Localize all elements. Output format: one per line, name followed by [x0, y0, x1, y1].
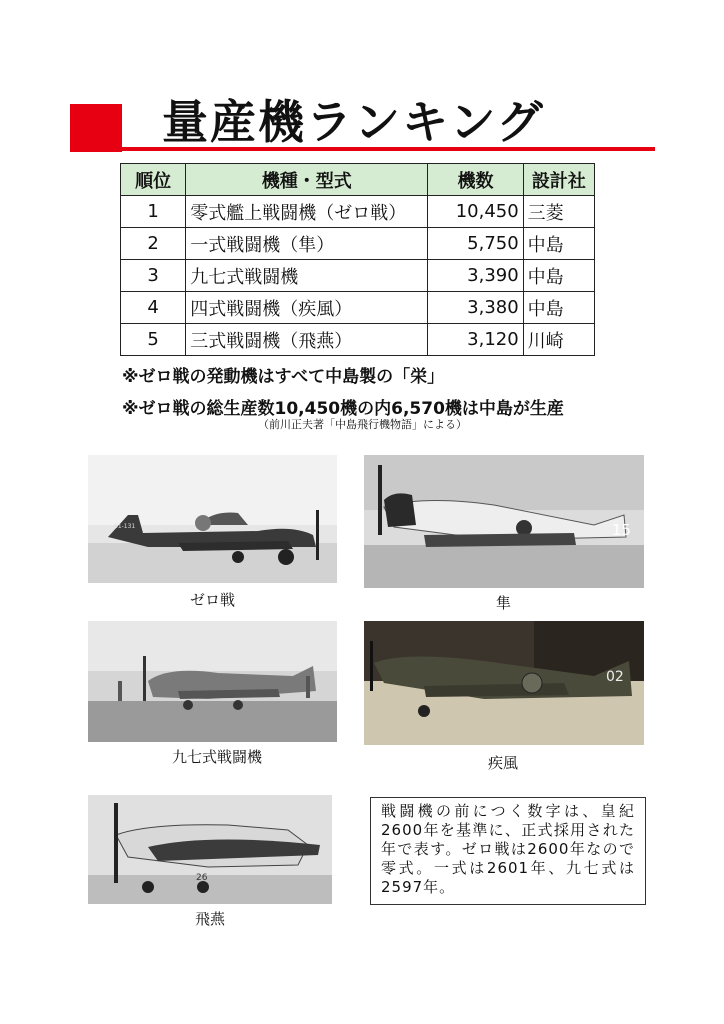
cell-count: 10,450	[428, 196, 523, 228]
explanation-box: 戦闘機の前につく数字は、皇紀2600年を基準に、正式採用された年で表す。ゼロ戦は2600年なので零式。一式は2601年、九七式は2597年。	[370, 797, 646, 905]
hayate-tail-marking: 02	[606, 669, 624, 685]
cell-rank: 2	[121, 228, 186, 260]
header-rank: 順位	[121, 164, 186, 196]
cell-maker: 三菱	[523, 196, 594, 228]
photo-hayabusa	[364, 455, 644, 588]
caption-type97: 九七式戦闘機	[172, 748, 263, 766]
cell-maker: 川崎	[523, 324, 594, 356]
cell-rank: 4	[121, 292, 186, 324]
photo-zero	[88, 455, 337, 583]
page-title: 量産機ランキング	[162, 95, 545, 149]
photo-type97	[88, 621, 337, 742]
cell-count: 3,390	[428, 260, 523, 292]
table-header-row	[121, 164, 595, 196]
cell-count: 3,120	[428, 324, 523, 356]
cell-rank: 5	[121, 324, 186, 356]
hayabusa-tail-marking: 15	[612, 521, 632, 539]
cell-maker: 中島	[523, 260, 594, 292]
table-row	[121, 228, 595, 260]
cell-model: 三式戦闘機（飛燕）	[186, 324, 428, 356]
cell-count: 5,750	[428, 228, 523, 260]
header-count: 機数	[428, 164, 523, 196]
cell-model: 零式艦上戦闘機（ゼロ戦）	[186, 196, 428, 228]
cell-rank: 3	[121, 260, 186, 292]
caption-hayate: 疾風	[488, 754, 519, 772]
ranking-table	[120, 163, 595, 356]
hien-marking: 26	[196, 873, 208, 883]
table-row	[121, 196, 595, 228]
cell-model: 九七式戦闘機	[186, 260, 428, 292]
photo-hien	[88, 795, 332, 904]
photo-hayate	[364, 621, 644, 745]
table-row	[121, 324, 595, 356]
zero-tail-marking: 61-131	[114, 523, 136, 530]
source-citation: （前川正夫著「中島飛行機物語」による）	[258, 418, 467, 431]
note-production: ※ゼロ戦の総生産数10,450機の内6,570機は中島が生産	[122, 399, 564, 419]
title-red-block	[70, 104, 122, 152]
caption-hien: 飛燕	[195, 910, 226, 928]
cell-rank: 1	[121, 196, 186, 228]
cell-count: 3,380	[428, 292, 523, 324]
cell-maker: 中島	[523, 228, 594, 260]
cell-model: 四式戦闘機（疾風）	[186, 292, 428, 324]
caption-hayabusa: 隼	[496, 594, 512, 612]
note-engine: ※ゼロ戦の発動機はすべて中島製の「栄」	[122, 367, 445, 387]
header-model: 機種・型式	[186, 164, 428, 196]
table-row	[121, 260, 595, 292]
cell-model: 一式戦闘機（隼）	[186, 228, 428, 260]
header-maker: 設計社	[523, 164, 594, 196]
cell-maker: 中島	[523, 292, 594, 324]
caption-zero: ゼロ戦	[190, 591, 236, 609]
table-row	[121, 292, 595, 324]
